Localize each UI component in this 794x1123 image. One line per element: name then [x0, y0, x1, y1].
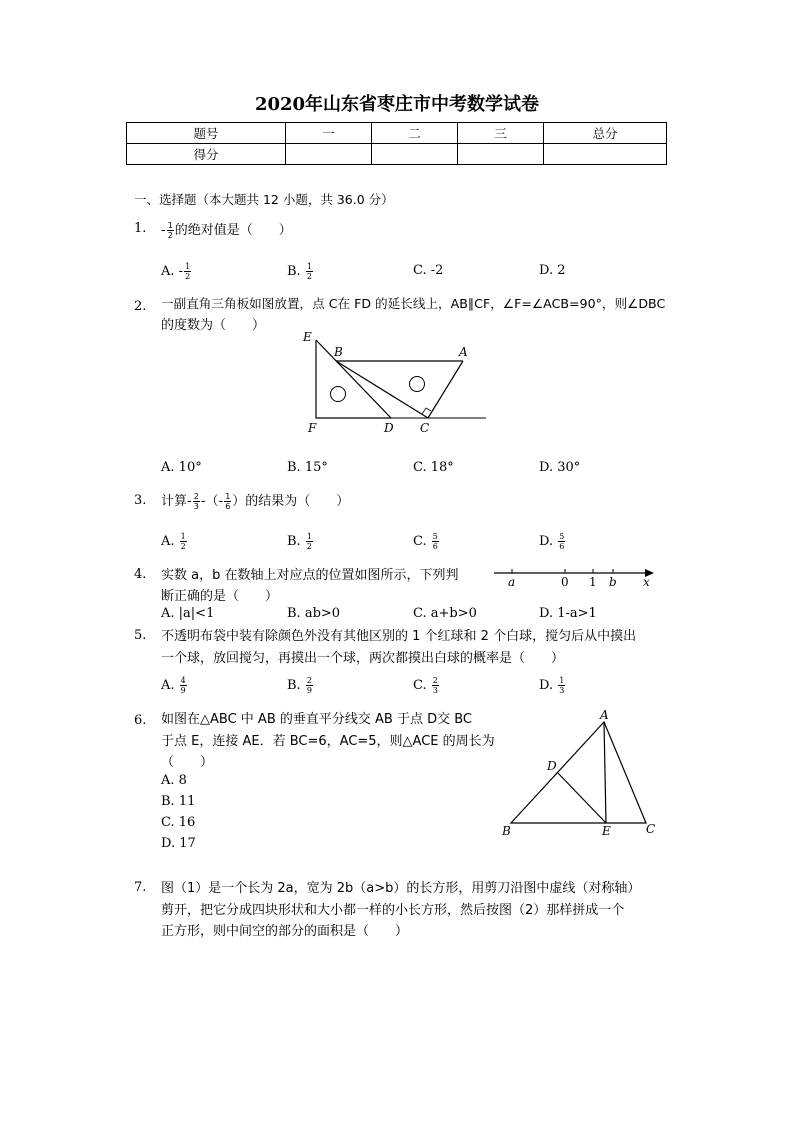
label-b: B — [502, 824, 511, 838]
label-x: x — [643, 575, 650, 589]
section-heading: 一、选择题（本大题共 12 小题，共 36.0 分） — [134, 192, 394, 207]
question-7-line2: 剪开，把它分成四块形状和大小都一样的小长方形，然后按图（2）那样拼成一个 — [161, 903, 625, 918]
question-1-text: - $\frac{1}{2}$ 的绝对值是（ ） — [161, 221, 292, 240]
score-table-row-label: 得分 — [127, 144, 286, 165]
fraction: $\frac{5}{6}$ — [432, 532, 438, 551]
option-a[interactable]: A. $\frac{1}{2}$ — [161, 532, 186, 551]
score-table-header-row — [127, 123, 667, 144]
label-e: E — [303, 330, 312, 344]
question-5-line1: 不透明布袋中装有除颜色外没有其他区别的 1 个红球和 2 个白球，搅匀后从中摸出 — [161, 629, 637, 644]
score-input-cell — [458, 144, 544, 165]
option-a[interactable]: A. - $\frac{1}{2}$ — [161, 262, 191, 281]
label-f: F — [308, 421, 317, 435]
option-d[interactable]: D. 1-a>1 — [539, 606, 597, 621]
option-a[interactable]: A. 10° — [161, 460, 202, 475]
question-number: 7. — [134, 880, 147, 895]
label-a: a — [508, 575, 516, 589]
score-table-score-row — [127, 144, 667, 165]
question-number: 2. — [134, 299, 147, 314]
question-6-line1: 如图在△ABC 中 AB 的垂直平分线交 AB 于点 D交 BC — [161, 712, 472, 727]
question-number: 1. — [134, 221, 147, 236]
label-e: E — [602, 824, 611, 838]
label-d: D — [384, 421, 394, 435]
score-table-cell: 三 — [458, 123, 544, 144]
question-6-line3: （ ） — [161, 755, 214, 770]
option-a[interactable]: A. |a|<1 — [161, 606, 215, 621]
question-7-line3: 正方形，则中间空的部分的面积是（ ） — [161, 924, 409, 939]
option-d[interactable]: D. $\frac{5}{6}$ — [539, 532, 565, 551]
label-a: A — [600, 708, 609, 722]
fraction: $\frac{2}{9}$ — [306, 676, 312, 695]
score-input-cell — [286, 144, 372, 165]
question-number: 5. — [134, 628, 147, 643]
score-input-cell — [544, 144, 667, 165]
question-number: 6. — [134, 713, 147, 728]
option-a[interactable]: A. 8 — [161, 773, 187, 788]
label-zero: 0 — [561, 575, 569, 589]
option-b[interactable]: B. $\frac{2}{9}$ — [287, 676, 312, 695]
fraction: $\frac{4}{9}$ — [180, 676, 186, 695]
option-b[interactable]: B. ab>0 — [287, 606, 341, 621]
fraction: $\frac{1}{6}$ — [225, 492, 231, 511]
option-d[interactable]: D. $\frac{1}{3}$ — [539, 676, 565, 695]
fraction: $\frac{1}{3}$ — [559, 676, 565, 695]
question-7-line1: 图（1）是一个长为 2a，宽为 2b（a>b）的长方形，用剪刀沿图中虚线（对称轴） — [161, 881, 641, 896]
option-b[interactable]: B. 15° — [287, 460, 328, 475]
score-table-cell: 二 — [372, 123, 458, 144]
question-6-line2: 于点 E，连接 AE．若 BC=6，AC=5，则△ACE 的周长为 — [161, 734, 495, 749]
question-number: 3. — [134, 493, 147, 508]
score-input-cell — [372, 144, 458, 165]
fraction: $\frac{1}{2}$ — [180, 532, 186, 551]
fraction: $\frac{2}{3}$ — [193, 492, 199, 511]
question-5-line2: 一个球，放回搅匀，再摸出一个球，两次都摸出白球的概率是（ ） — [161, 651, 565, 666]
number-line-figure — [492, 560, 662, 592]
triangle-figure-q2 — [296, 328, 496, 438]
label-b: B — [334, 345, 343, 359]
option-b[interactable]: B. $\frac{1}{2}$ — [287, 532, 312, 551]
score-table-cell: 总分 — [544, 123, 667, 144]
option-b[interactable]: B. $\frac{1}{2}$ — [287, 262, 312, 281]
option-b[interactable]: B. 11 — [161, 794, 196, 809]
option-a[interactable]: A. $\frac{4}{9}$ — [161, 676, 186, 695]
score-table-cell: 题号 — [127, 123, 286, 144]
question-number: 4. — [134, 567, 147, 582]
fraction: $\frac{5}{6}$ — [559, 532, 565, 551]
option-c[interactable]: C. 16 — [161, 815, 196, 830]
option-c[interactable]: C. $\frac{5}{6}$ — [413, 532, 438, 551]
question-4-line2: 断正确的是（ ） — [161, 589, 279, 604]
triangle-figure-q6 — [496, 705, 666, 840]
label-d: D — [547, 759, 557, 773]
question-2-line2: 的度数为（ ） — [161, 318, 266, 333]
label-c: C — [646, 822, 656, 836]
question-2-line1: 一副直角三角板如图放置，点 C在 FD 的延长线上，AB∥CF，∠F=∠ACB=90°，则∠DBC — [161, 296, 666, 311]
label-c: C — [420, 421, 430, 435]
score-table — [126, 122, 667, 165]
option-c[interactable]: C. a+b>0 — [413, 606, 477, 621]
score-table-cell: 一 — [286, 123, 372, 144]
option-c[interactable]: C. $\frac{2}{3}$ — [413, 676, 438, 695]
option-d[interactable]: D. 17 — [161, 836, 196, 851]
label-a: A — [459, 345, 468, 359]
option-d[interactable]: D. 2 — [539, 263, 566, 278]
question-4-line1: 实数 a，b 在数轴上对应点的位置如图所示，下列判 — [161, 568, 459, 583]
option-c[interactable]: C. 18° — [413, 460, 454, 475]
fraction: $\frac{1}{2}$ — [185, 262, 191, 281]
fraction: $\frac{1}{2}$ — [306, 532, 312, 551]
fraction: $\frac{1}{2}$ — [306, 262, 312, 281]
option-c[interactable]: C. -2 — [413, 263, 444, 278]
fraction: $\frac{2}{3}$ — [432, 676, 438, 695]
question-3-text: 计算- $\frac{2}{3}$ -（- $\frac{1}{6}$ ）的结果为（ ） — [161, 492, 350, 511]
label-one: 1 — [589, 575, 597, 589]
option-d[interactable]: D. 30° — [539, 460, 581, 475]
label-b: b — [609, 575, 617, 589]
page-title: 2020年山东省枣庄市中考数学试卷 — [254, 94, 540, 115]
fraction: $\frac{1}{2}$ — [167, 221, 173, 240]
